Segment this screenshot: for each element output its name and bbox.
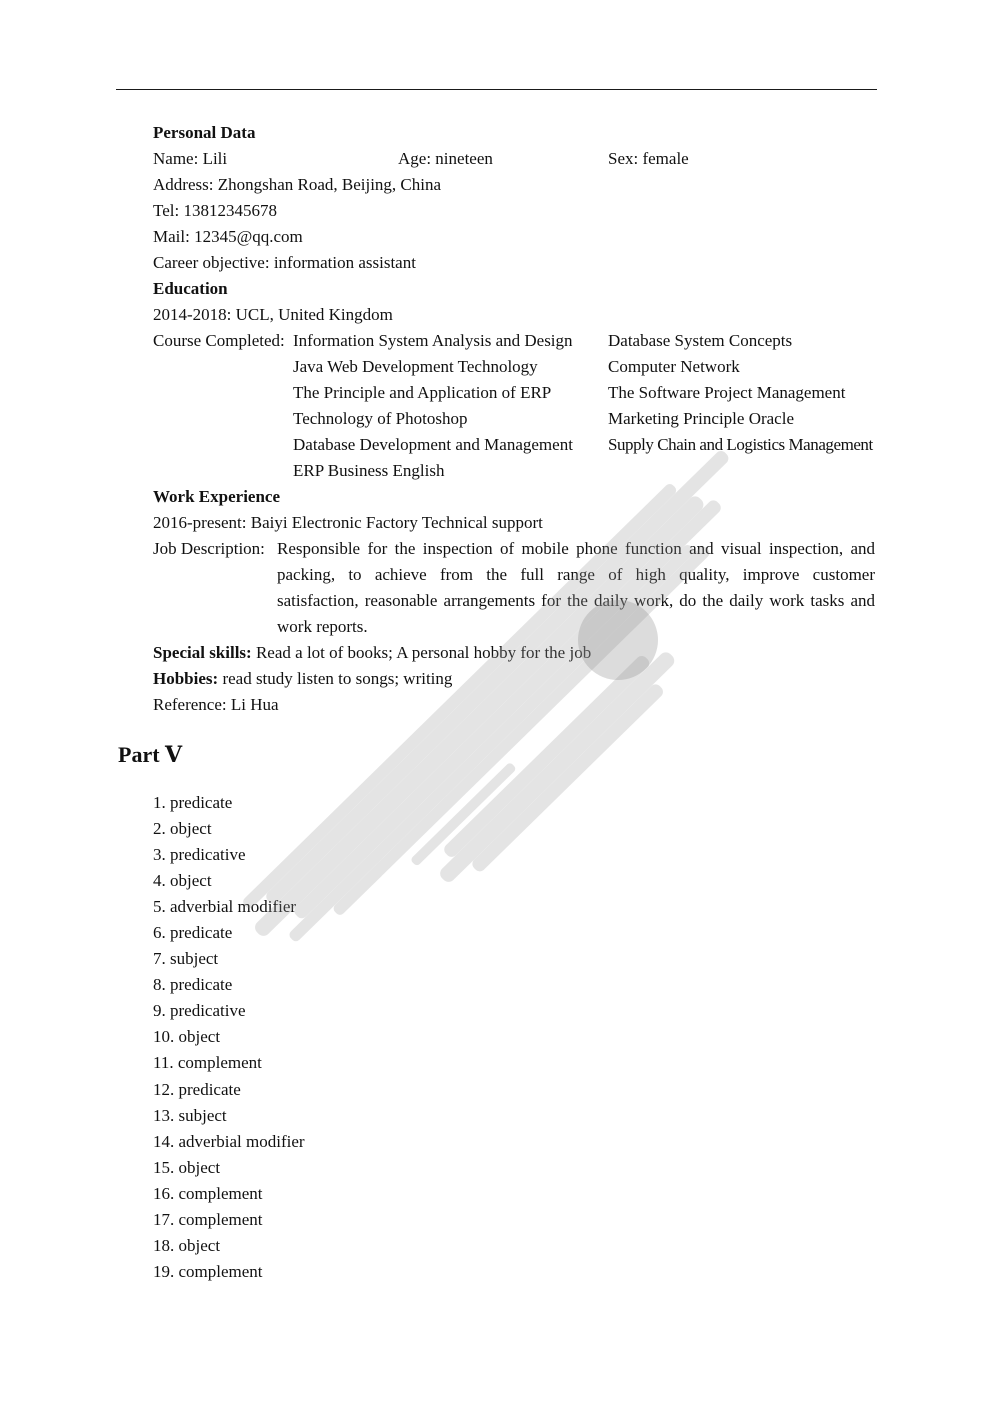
answer-item: 15. object: [153, 1157, 221, 1177]
address-field: Address: Zhongshan Road, Beijing, China: [153, 175, 442, 194]
sex-field: Sex: female: [608, 149, 689, 168]
job-description-label: Job Description:: [153, 539, 265, 558]
special-skills-value: Read a lot of books; A personal hobby for the job: [255, 643, 592, 662]
course-item: The Software Project Management: [608, 383, 846, 402]
answer-item: 6. predicate: [153, 923, 233, 943]
course-item: Marketing Principle Oracle: [608, 409, 794, 428]
answer-item: 7. subject: [153, 949, 219, 969]
hobbies-row: [153, 666, 878, 692]
job-description-line: work reports.: [277, 617, 368, 636]
course-item: Information System Analysis and Design: [293, 331, 573, 350]
job-description-row: [153, 562, 878, 588]
part-heading: Part Ⅴ: [118, 742, 183, 767]
course-item: Database Development and Management: [293, 435, 573, 454]
answer-item: 13. subject: [153, 1105, 227, 1125]
answer-item: 16. complement: [153, 1183, 263, 1203]
name-age-sex-row: [153, 146, 878, 172]
course-item: Database System Concepts: [608, 331, 793, 350]
answer-item: 18. object: [153, 1235, 221, 1255]
course-item: The Principle and Application of ERP: [293, 383, 552, 402]
job-description-row: [153, 536, 878, 562]
answer-item: 5. adverbial modifier: [153, 897, 297, 917]
answer-list: [153, 790, 305, 1285]
course-item: Java Web Development Technology: [293, 357, 538, 376]
answer-item: 14. adverbial modifier: [153, 1131, 305, 1151]
name-field: Name: Lili: [153, 149, 228, 168]
answer-item: 19. complement: [153, 1261, 263, 1281]
special-skills-row: [153, 640, 878, 666]
education-period: 2014-2018: UCL, United Kingdom: [153, 305, 393, 324]
answer-item: 2. object: [153, 819, 212, 839]
course-item: Technology of Photoshop: [293, 409, 468, 428]
answer-item: 17. complement: [153, 1209, 263, 1229]
course-row: [153, 432, 878, 458]
mail-field: Mail: 12345@qq.com: [153, 227, 303, 246]
course-item: ERP Business English: [293, 461, 445, 480]
answer-item: 4. object: [153, 871, 212, 891]
course-item: Supply Chain and Logistics Management: [608, 435, 873, 454]
age-field: Age: nineteen: [398, 149, 493, 168]
resume-section: [153, 120, 878, 718]
answer-item: 9. predicative: [153, 1001, 246, 1021]
header-rule: [116, 89, 877, 90]
course-row: [153, 354, 878, 380]
job-description-line: packing, to achieve from the full range of high quality, improve customer: [277, 565, 875, 584]
job-description-row: [153, 588, 878, 614]
hobbies-label: Hobbies:: [153, 669, 219, 688]
answer-item: 10. object: [153, 1027, 221, 1047]
special-skills-label: Special skills:: [153, 643, 252, 662]
tel-field: Tel: 13812345678: [153, 201, 277, 220]
work-period: 2016-present: Baiyi Electronic Factory Technical support: [153, 513, 543, 532]
answer-item: 11. complement: [153, 1053, 262, 1073]
answer-item: 1. predicate: [153, 793, 233, 812]
job-description-line: Responsible for the inspection of mobile phone function and visual inspection, and: [277, 539, 875, 558]
job-description-line: satisfaction, reasonable arrangements for the daily work, do the daily work tasks and: [277, 591, 875, 610]
reference-field: Reference: Li Hua: [153, 695, 279, 714]
course-row: [153, 328, 878, 354]
course-row: [153, 458, 878, 484]
courses-label: Course Completed:: [153, 331, 285, 350]
course-row: [153, 406, 878, 432]
career-objective-field: Career objective: information assistant: [153, 253, 416, 272]
hobbies-value: read study listen to songs; writing: [222, 669, 453, 688]
answer-item: 8. predicate: [153, 975, 233, 995]
course-row: [153, 380, 878, 406]
personal-data-heading: Personal Data: [153, 123, 256, 142]
work-experience-heading: Work Experience: [153, 487, 281, 506]
job-description-row: [153, 614, 878, 640]
course-item: Computer Network: [608, 357, 740, 376]
answer-item: 3. predicative: [153, 845, 246, 865]
answer-item: 12. predicate: [153, 1079, 241, 1099]
education-heading: Education: [153, 279, 228, 298]
